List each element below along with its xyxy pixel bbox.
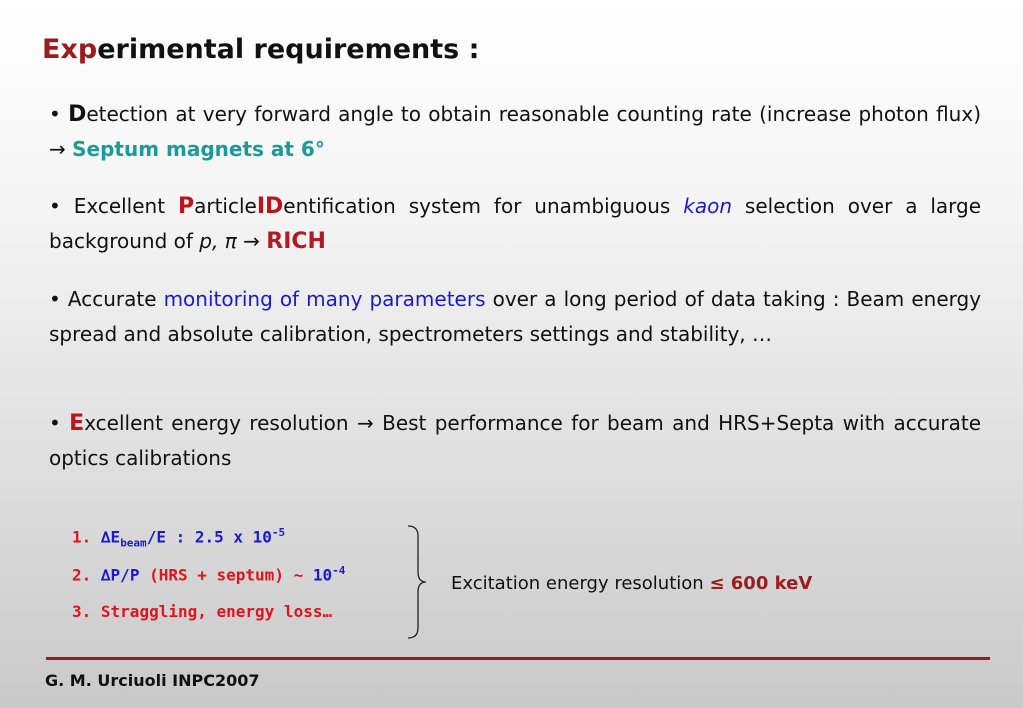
bullet-pid (49, 189, 981, 259)
exponent: -5 (271, 526, 286, 539)
initial-id: ID (256, 194, 284, 219)
article-text: article (194, 194, 257, 218)
arrow-icon: → (356, 411, 374, 435)
delta-icon: ∆ (100, 565, 111, 585)
item-number: 1. (72, 527, 92, 547)
bullet-dot: • (49, 287, 61, 311)
bullet-dot: • (49, 194, 61, 218)
kaon-word: kaon (683, 194, 733, 218)
item-number: 3. (72, 602, 92, 621)
bullet-resolution (49, 406, 981, 476)
footer-divider (46, 657, 990, 660)
bullet-monitoring (49, 282, 981, 352)
bullet-text: etection at very forward angle to obtain reasonable counting rate (increase photon flux) (86, 102, 981, 126)
e-symbol: E (110, 527, 121, 547)
rich-label: RICH (266, 229, 326, 254)
curly-brace-icon (402, 524, 428, 640)
initial-p: P (177, 194, 195, 219)
p-symbol: p, (199, 229, 219, 253)
delta-icon: ∆ (100, 527, 111, 547)
beam-subscript: beam (120, 536, 147, 550)
bullet-dot: • (49, 102, 61, 126)
after-kaon-text: selection over a large background of (49, 194, 982, 253)
item-text: Straggling, energy loss… (100, 602, 333, 621)
monitoring-highlight: monitoring of many parameters (163, 287, 486, 311)
title-rest: erimental requirements : (97, 34, 480, 65)
bullet-rest: over a long period of data taking : Beam energy spread and absolute calibration, spectrometers settings and stability, … (49, 287, 982, 346)
arrow-icon: → (49, 137, 66, 161)
resolution-label: Excitation energy resolution (451, 573, 704, 594)
exponent: -4 (332, 564, 346, 577)
title-accent: Exp (42, 34, 98, 65)
bullet-lead: Excellent (73, 194, 166, 218)
bullet-dot: • (49, 411, 61, 435)
item-number: 2. (72, 565, 92, 585)
footer-author: G. M. Urciuoli INPC2007 (45, 671, 260, 690)
resolution-note (451, 573, 812, 594)
initial-e: E (69, 411, 85, 436)
slide-title (42, 34, 479, 65)
resolution-value: ≤ 600 keV (709, 573, 813, 594)
list-item (72, 564, 345, 584)
bullet-text: xcellent energy resolution (84, 411, 349, 435)
bullet-detection (49, 97, 981, 167)
entification-text: entification system for unambiguous (283, 194, 671, 218)
item-text: (HRS + septum) ~ (139, 565, 313, 585)
item-text: /E : 2.5 x 10 (146, 527, 272, 547)
pi-symbol: π (224, 229, 237, 253)
pp-symbol: P/P (110, 565, 140, 585)
bullet-lead: Accurate (67, 287, 157, 311)
initial-d: D (68, 102, 87, 127)
arrow-icon: → (243, 229, 260, 253)
list-item (72, 602, 332, 621)
list-item (72, 526, 285, 550)
bullet-rest: Best performance for beam and HRS+Septa with accurate optics calibrations (49, 411, 981, 470)
ten-symbol: 10 (312, 565, 333, 585)
septum-highlight: Septum magnets at 6° (72, 137, 325, 161)
